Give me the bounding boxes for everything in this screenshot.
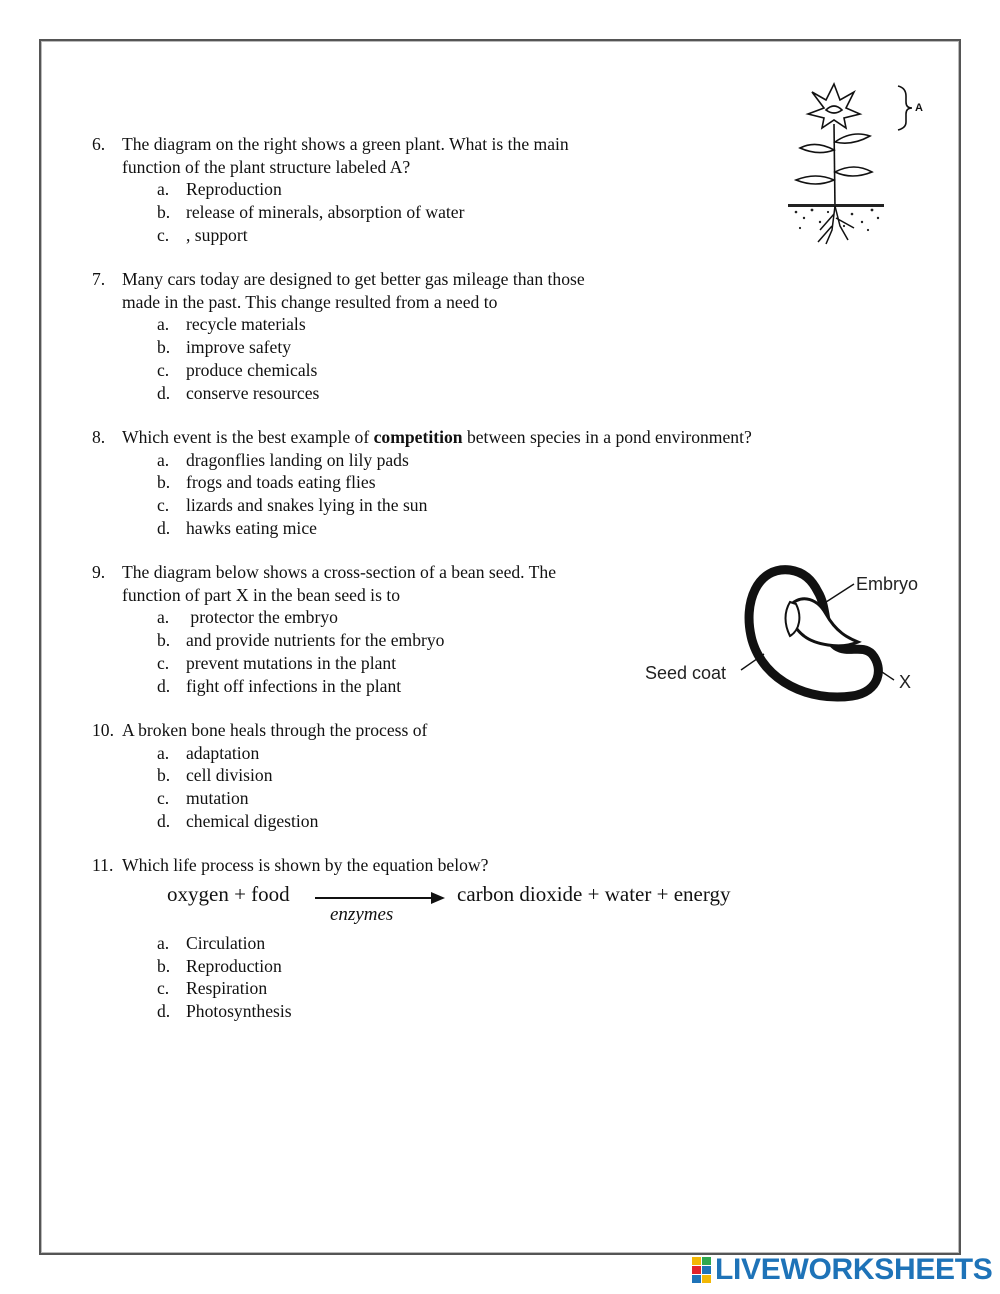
option-letter: b. bbox=[157, 955, 171, 976]
option-text: and provide nutrients for the embryo bbox=[186, 630, 445, 651]
question-stem-line: made in the past. This change resulted from a need to bbox=[122, 291, 498, 312]
option-text: conserve resources bbox=[186, 382, 320, 403]
option-letter: a. bbox=[157, 742, 170, 763]
option-text: cell division bbox=[186, 765, 273, 786]
option-letter: c. bbox=[157, 652, 170, 673]
equation-catalyst: enzymes bbox=[330, 904, 394, 925]
question-number: 11. bbox=[92, 855, 114, 875]
question-stem-line: The diagram on the right shows a green plant. What is the main bbox=[122, 134, 569, 154]
question-number: 8. bbox=[92, 427, 106, 447]
plant-diagram bbox=[782, 80, 932, 250]
question-11 bbox=[92, 854, 488, 877]
option-letter: d. bbox=[157, 675, 171, 696]
question-7 bbox=[92, 268, 585, 404]
answer-option[interactable] bbox=[157, 764, 427, 787]
answer-option[interactable] bbox=[157, 810, 427, 833]
option-text: chemical digestion bbox=[186, 810, 319, 831]
answer-option[interactable] bbox=[157, 494, 752, 517]
option-text: recycle materials bbox=[186, 314, 306, 335]
question-number: 7. bbox=[92, 269, 106, 289]
embryo-label: Embryo bbox=[856, 574, 919, 594]
question-10 bbox=[92, 719, 427, 833]
question-number: 9. bbox=[92, 562, 106, 582]
plant-label-a: A bbox=[915, 102, 923, 114]
option-text: mutation bbox=[186, 788, 249, 809]
stem-text: between species in a pond environment? bbox=[462, 427, 752, 447]
option-letter: a. bbox=[157, 179, 170, 200]
answer-option[interactable] bbox=[157, 977, 292, 1000]
stem-text: Which event is the best example of bbox=[122, 427, 374, 447]
question-number: 6. bbox=[92, 134, 106, 154]
question-6 bbox=[92, 133, 569, 247]
option-text: adaptation bbox=[186, 742, 260, 763]
answer-option[interactable] bbox=[157, 224, 569, 247]
option-letter: c. bbox=[157, 359, 170, 380]
option-letter: a. bbox=[157, 607, 170, 628]
option-text: prevent mutations in the plant bbox=[186, 652, 397, 673]
logo-text: LIVEWORKSHEETS bbox=[715, 1253, 993, 1286]
question-number: 10. bbox=[92, 720, 114, 740]
equation bbox=[167, 880, 787, 930]
equation-products: carbon dioxide + water + energy bbox=[457, 882, 731, 906]
option-letter: b. bbox=[157, 337, 171, 358]
option-letter: c. bbox=[157, 224, 170, 245]
answer-option[interactable] bbox=[157, 742, 427, 765]
question-stem-line: Many cars today are designed to get better gas mileage than those bbox=[122, 269, 585, 289]
question-stem-line: function of the plant structure labeled A? bbox=[122, 156, 411, 177]
option-letter: c. bbox=[157, 495, 170, 516]
option-text: frogs and toads eating flies bbox=[186, 472, 376, 493]
answer-option[interactable] bbox=[157, 629, 556, 652]
option-text: protector the embryo bbox=[186, 607, 338, 628]
option-text: produce chemicals bbox=[186, 359, 318, 380]
option-text: dragonflies landing on lily pads bbox=[186, 449, 409, 470]
option-letter: a. bbox=[157, 314, 170, 335]
answer-option[interactable] bbox=[157, 382, 585, 405]
option-letter: a. bbox=[157, 933, 170, 953]
option-letter: c. bbox=[157, 978, 170, 999]
question-stem-line: A broken bone heals through the process of bbox=[122, 720, 428, 740]
question-stem-line: function of part X in the bean seed is to bbox=[122, 584, 401, 605]
logo-blocks-icon bbox=[692, 1257, 712, 1283]
option-text: hawks eating mice bbox=[186, 517, 317, 538]
option-text: , support bbox=[186, 224, 248, 245]
answer-option[interactable] bbox=[157, 313, 585, 336]
question-stem-line: Which life process is shown by the equation below? bbox=[122, 855, 489, 875]
question-stem-line: The diagram below shows a cross-section of a bean seed. The bbox=[122, 562, 557, 582]
option-text: improve safety bbox=[186, 337, 292, 358]
option-letter: a. bbox=[157, 449, 170, 470]
option-text: Reproduction bbox=[186, 179, 282, 200]
answer-option[interactable] bbox=[157, 1000, 292, 1023]
question-11-options bbox=[92, 932, 292, 1023]
answer-option[interactable] bbox=[157, 359, 585, 382]
stem-bold-term: competition bbox=[373, 427, 463, 447]
answer-option[interactable] bbox=[157, 787, 427, 810]
answer-option[interactable] bbox=[157, 652, 556, 675]
answer-option[interactable] bbox=[157, 675, 556, 698]
option-text: Reproduction bbox=[186, 955, 282, 976]
answer-option[interactable] bbox=[157, 336, 585, 359]
question-9 bbox=[92, 561, 556, 697]
answer-option[interactable] bbox=[157, 471, 752, 494]
option-text: release of minerals, absorption of water bbox=[186, 202, 465, 223]
answer-option[interactable] bbox=[157, 955, 292, 978]
seed-coat-label: Seed coat bbox=[645, 663, 727, 683]
option-text: Respiration bbox=[186, 978, 268, 999]
option-text: Photosynthesis bbox=[186, 1001, 292, 1022]
option-letter: d. bbox=[157, 382, 171, 403]
x-label: X bbox=[899, 672, 912, 692]
option-letter: b. bbox=[157, 202, 171, 223]
answer-option[interactable] bbox=[157, 449, 752, 472]
option-letter: b. bbox=[157, 472, 171, 493]
bean-seed-diagram bbox=[640, 562, 940, 704]
option-letter: d. bbox=[157, 810, 171, 831]
answer-option[interactable] bbox=[157, 606, 556, 629]
option-letter: b. bbox=[157, 630, 171, 651]
option-letter: d. bbox=[157, 517, 171, 538]
equation-reactants: oxygen + food bbox=[167, 882, 290, 906]
option-letter: d. bbox=[157, 1001, 171, 1022]
option-letter: c. bbox=[157, 788, 170, 809]
question-stem-line bbox=[122, 426, 752, 449]
liveworksheets-logo bbox=[692, 1253, 993, 1287]
option-text: lizards and snakes lying in the sun bbox=[186, 495, 428, 516]
answer-option[interactable] bbox=[157, 178, 569, 201]
option-text: fight off infections in the plant bbox=[186, 675, 402, 696]
answer-option[interactable] bbox=[157, 517, 752, 540]
question-8 bbox=[92, 426, 752, 540]
answer-option[interactable] bbox=[157, 201, 569, 224]
option-letter: b. bbox=[157, 765, 171, 786]
option-text: Circulation bbox=[186, 933, 266, 953]
answer-option[interactable] bbox=[157, 932, 292, 955]
